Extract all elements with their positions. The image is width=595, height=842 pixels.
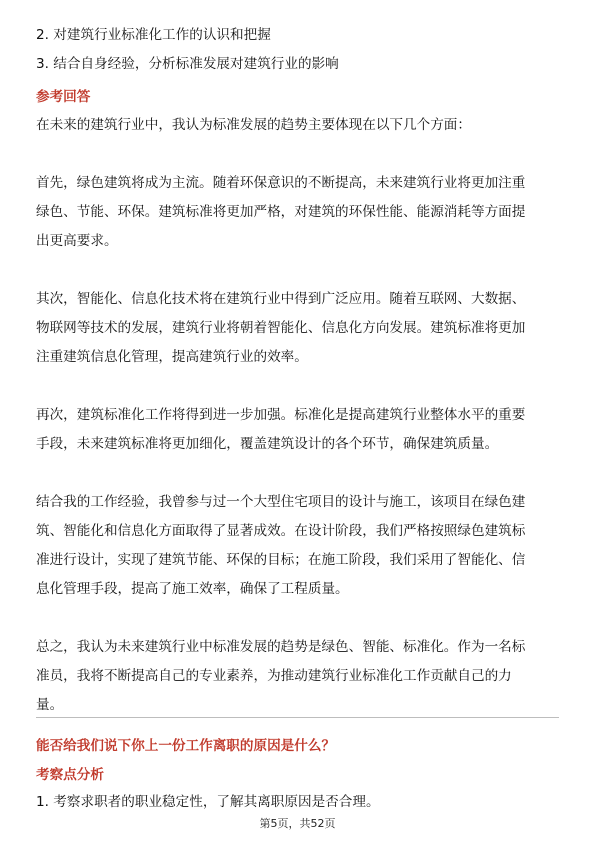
paragraph-line: 结合我的工作经验，我曾参与过一个大型住宅项目的设计与施工，该项目在绿色建 [36, 494, 526, 510]
paragraph-line: 注重建筑信息化管理，提高建筑行业的效率。 [36, 349, 308, 365]
paragraph-line: 息化管理手段，提高了施工效率，确保了工程质量。 [36, 581, 349, 597]
paragraph-line: 筑、智能化和信息化方面取得了显著成效。在设计阶段，我们严格按照绿色建筑标 [36, 523, 526, 539]
page-number: 第5页，共52页 [259, 817, 336, 830]
paragraph-line: 手段，未来建筑标准将更加细化，覆盖建筑设计的各个环节，确保建筑质量。 [36, 436, 499, 452]
analysis-heading: 考察点分析 [36, 767, 104, 783]
paragraph-line: 准员，我将不断提高自己的专业素养，为推动建筑行业标准化工作贡献自己的力 [36, 668, 512, 684]
section-divider [36, 717, 559, 718]
paragraph-line: 再次，建筑标准化工作将得到进一步加强。标准化是提高建筑行业整体水平的重要 [36, 407, 526, 423]
answer-heading: 参考回答 [36, 89, 91, 105]
paragraph-line: 物联网等技术的发展，建筑行业将朝着智能化、信息化方向发展。建筑标准将更加 [36, 320, 526, 336]
paragraph-line: 首先，绿色建筑将成为主流。随着环保意识的不断提高，未来建筑行业将更加注重 [36, 175, 526, 191]
list-item-2: 2. 对建筑行业标准化工作的认识和把握 [36, 27, 271, 43]
paragraph-line: 出更高要求。 [36, 233, 118, 249]
paragraph-line: 总之，我认为未来建筑行业中标准发展的趋势是绿色、智能、标准化。作为一名标 [36, 639, 526, 655]
paragraph-line: 其次，智能化、信息化技术将在建筑行业中得到广泛应用。随着互联网、大数据、 [36, 291, 526, 307]
analysis-item-1: 1. 考察求职者的职业稳定性，了解其离职原因是否合理。 [36, 794, 380, 810]
paragraph-line: 量。 [36, 697, 64, 713]
question-heading: 能否给我们说下你上一份工作离职的原因是什么？ [36, 738, 336, 754]
paragraph-line: 绿色、节能、环保。建筑标准将更加严格，对建筑的环保性能、能源消耗等方面提 [36, 204, 526, 220]
paragraph-line: 准进行设计，实现了建筑节能、环保的目标；在施工阶段，我们采用了智能化、信 [36, 552, 526, 568]
intro-text: 在未来的建筑行业中，我认为标准发展的趋势主要体现在以下几个方面： [36, 117, 471, 133]
list-item-3: 3. 结合自身经验，分析标准发展对建筑行业的影响 [36, 56, 339, 72]
